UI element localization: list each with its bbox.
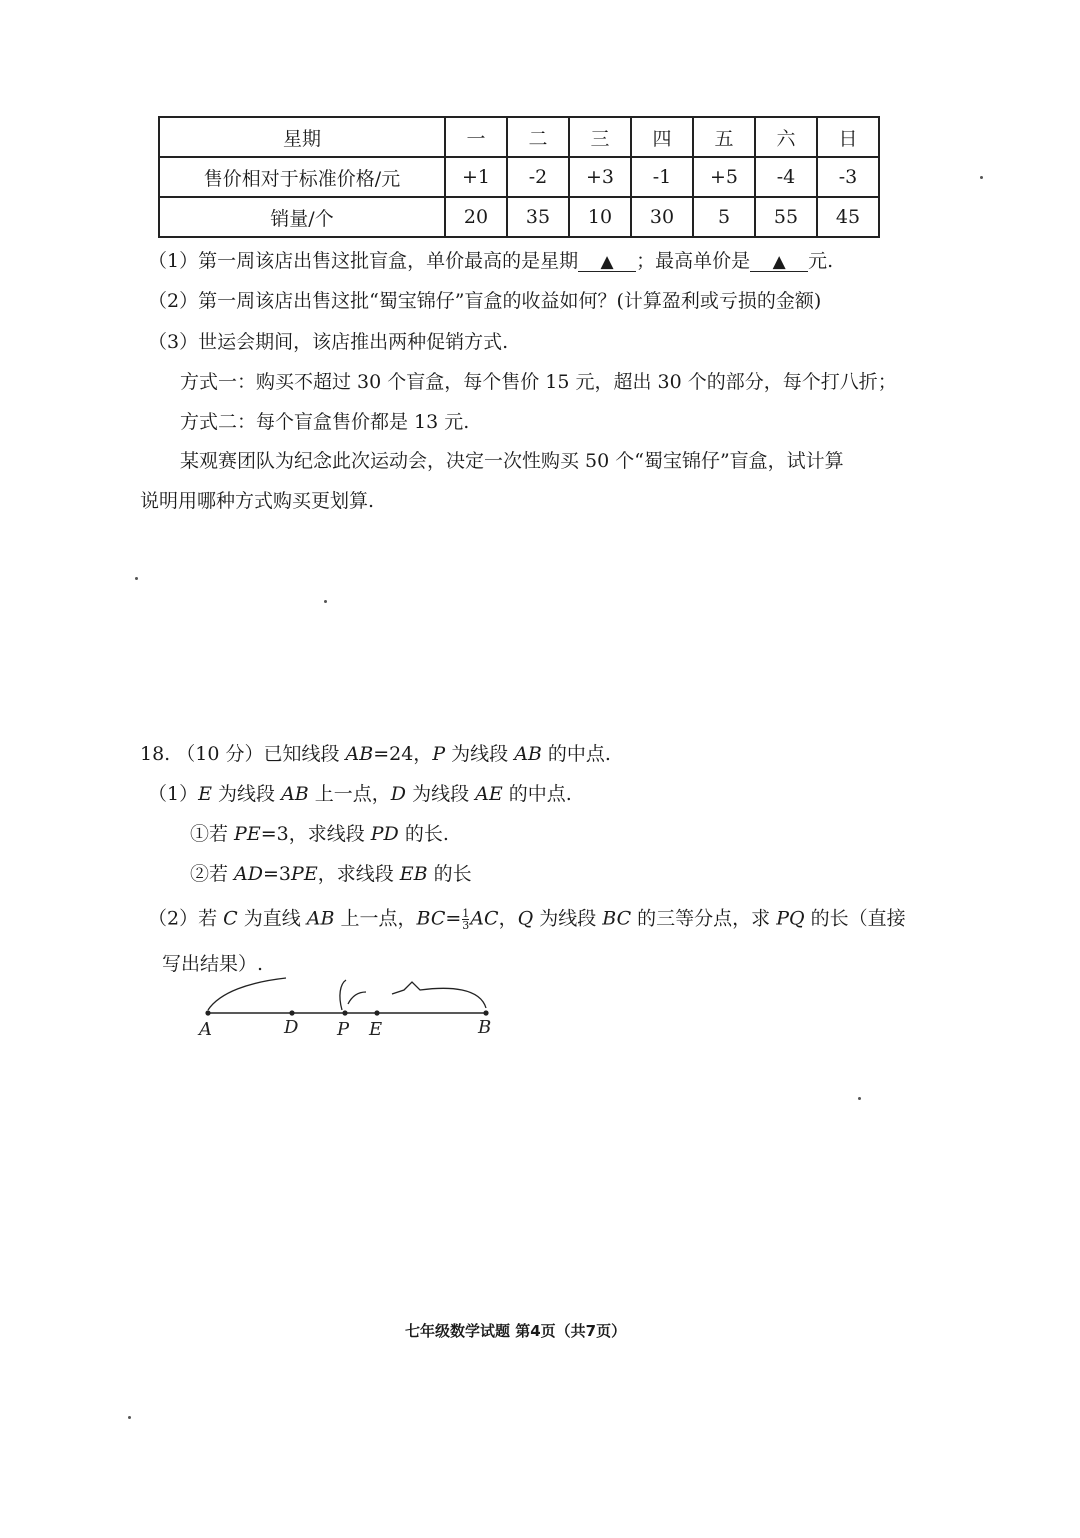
text: =: [445, 907, 462, 930]
q17-method1: 方式一：购买不超过 30 个盲盒，每个售价 15 元，超出 30 个的部分，每个打八折；: [180, 371, 897, 393]
math-var: PQ: [776, 907, 805, 930]
math-var: Q: [517, 907, 534, 930]
text: =24，: [373, 743, 433, 765]
text: 为线段: [211, 783, 282, 805]
text: ①若: [190, 823, 235, 845]
math-var: AB: [514, 743, 542, 765]
text: ，: [498, 907, 518, 930]
text: （1）第一周该店出售这批盲盒，单价最高的是星期: [148, 250, 579, 272]
page-footer: 七年级数学试题 第4页（共7页）: [405, 1322, 627, 1340]
text: 为直线: [237, 907, 307, 930]
table-cell: 三: [569, 117, 631, 157]
label-d: D: [284, 1017, 299, 1038]
table-cell: 30: [631, 197, 693, 237]
table-row-label: 销量/个: [159, 197, 445, 237]
math-var: P: [432, 743, 446, 765]
table-cell: -3: [817, 157, 879, 197]
table-row-label: 星期: [159, 117, 445, 157]
sales-table: [158, 116, 880, 238]
text: 为线段: [533, 907, 603, 930]
table-cell: 四: [631, 117, 693, 157]
speck: [135, 577, 138, 580]
point-e: [374, 1010, 379, 1015]
math-var: AD: [234, 863, 264, 885]
table-cell: 45: [817, 197, 879, 237]
speck: [324, 600, 327, 603]
q18-part2-cont: 写出结果）.: [162, 953, 264, 975]
label-a: A: [199, 1019, 212, 1040]
math-var: AB: [306, 907, 335, 930]
math-var: AE: [475, 783, 503, 805]
table-cell: -4: [755, 157, 817, 197]
answer-blank: ▲: [750, 254, 808, 272]
table-cell: 日: [817, 117, 879, 157]
text: ，求线段: [317, 863, 400, 885]
q18-part1: [148, 785, 572, 804]
handwritten-arc: [340, 980, 366, 1010]
text: =3，求线段: [260, 823, 371, 845]
text: 元.: [808, 250, 834, 272]
fraction-denominator: 3: [462, 919, 470, 932]
table-cell: +5: [693, 157, 755, 197]
point-d: [289, 1010, 294, 1015]
text: （2）若: [148, 907, 224, 930]
text: ②若: [190, 863, 235, 885]
text: 的长.: [398, 823, 449, 845]
text: 的三等分点，求: [631, 907, 777, 930]
math-var: EB: [399, 863, 428, 885]
table-cell: 10: [569, 197, 631, 237]
q18-condition2: [190, 865, 472, 884]
text: 的中点.: [502, 783, 572, 805]
math-var: PD: [370, 823, 399, 845]
math-var: AC: [470, 907, 499, 930]
text: 为线段: [445, 743, 515, 765]
table-cell: 二: [507, 117, 569, 157]
table-cell: 五: [693, 117, 755, 157]
table-cell: +1: [445, 157, 507, 197]
text: 的中点.: [541, 743, 611, 765]
q18-condition1: [190, 825, 449, 844]
speck: [858, 1097, 861, 1100]
table-cell: 六: [755, 117, 817, 157]
q17-part3: （3）世运会期间，该店推出两种促销方式.: [148, 331, 509, 353]
label-e: E: [369, 1019, 383, 1040]
table-cell: 一: [445, 117, 507, 157]
q17-method2: 方式二：每个盲盒售价都是 13 元.: [180, 411, 470, 433]
math-var: PE: [291, 863, 318, 885]
label-p: P: [337, 1019, 350, 1040]
text: 为线段: [406, 783, 476, 805]
segment-figure: [190, 970, 510, 1042]
answer-blank: ▲: [578, 254, 636, 272]
q18-part2: [148, 908, 906, 931]
table-row-label: 售价相对于标准价格/元: [159, 157, 445, 197]
q17-part2: （2）第一周该店出售这批“蜀宝锦仔”盲盒的收益如何？(计算盈利或亏损的金额): [148, 290, 822, 312]
table-row: [159, 197, 879, 237]
math-var: E: [198, 783, 212, 805]
math-var: PE: [234, 823, 261, 845]
text: （1）: [148, 783, 199, 805]
handwritten-arc: [208, 978, 286, 1010]
text: =3: [263, 863, 292, 885]
text: 上一点，: [334, 907, 417, 930]
text: 18. （10 分）已知线段: [140, 743, 346, 765]
math-var: D: [390, 783, 407, 805]
text: 的长（直接: [804, 907, 906, 930]
q18-intro: [140, 745, 611, 764]
label-b: B: [478, 1017, 492, 1038]
table-cell: +3: [569, 157, 631, 197]
math-var: BC: [416, 907, 446, 930]
table-cell: 20: [445, 197, 507, 237]
text: 的长: [427, 863, 472, 885]
text: ；最高单价是: [636, 250, 751, 272]
handwritten-arc: [392, 982, 486, 1008]
table-cell: 55: [755, 197, 817, 237]
table-cell: -2: [507, 157, 569, 197]
fraction: [462, 908, 469, 931]
q17-part1: [148, 252, 833, 272]
table-cell: -1: [631, 157, 693, 197]
q17-scenario: 某观赛团队为纪念此次运动会，决定一次性购买 50 个“蜀宝锦仔”盲盒，试计算: [180, 450, 844, 472]
table-row: [159, 117, 879, 157]
point-a: [205, 1010, 210, 1015]
math-var: C: [223, 907, 238, 930]
speck: [128, 1416, 131, 1419]
text: 上一点，: [308, 783, 391, 805]
q17-scenario-cont: 说明用哪种方式购买更划算.: [140, 490, 375, 512]
table-row: [159, 157, 879, 197]
math-var: AB: [345, 743, 374, 765]
math-var: AB: [281, 783, 309, 805]
point-p: [342, 1010, 347, 1015]
table-cell: 5: [693, 197, 755, 237]
speck: [980, 176, 983, 179]
fraction-numerator: 1: [462, 907, 470, 920]
point-b: [483, 1010, 488, 1015]
math-var: BC: [602, 907, 632, 930]
table-cell: 35: [507, 197, 569, 237]
